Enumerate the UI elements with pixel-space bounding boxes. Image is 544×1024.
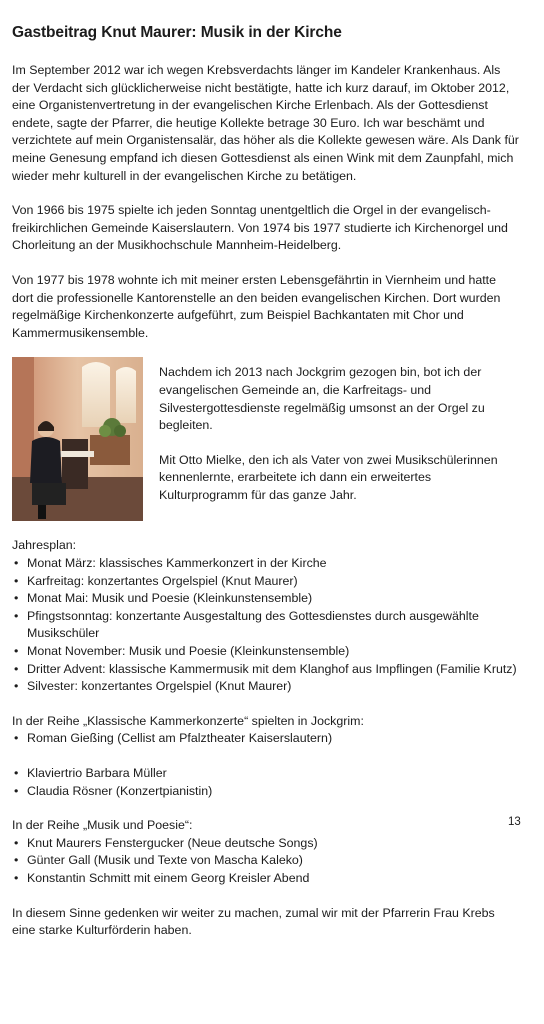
list-item: • Silvester: konzertantes Orgelspiel (Knut Maurer) [12,678,520,696]
paragraph-3: Von 1977 bis 1978 wohnte ich mit meiner ersten Lebensgefährtin in Viernheim und hatte dort die professionelle Kantorenstelle an den beiden evangelischen Kirchen. Dort wurden regelmäßige Kirchenkonzerte aufgeführt, zum Beispiel Bachkantaten mit Chor und Kammermusikensemble. [12,272,501,340]
list-item: • Karfreitag: konzertantes Orgelspiel (Knut Maurer) [12,573,520,591]
organist-photo [12,357,143,521]
page-number: 13 [508,816,521,828]
list-item: • Klaviertrio Barbara Müller [12,765,520,783]
paragraph-1: Im September 2012 war ich wegen Krebsverdachts länger im Kandeler Krankenhaus. Als der Verdacht sich glücklicherweise nicht bestätigte, hatte ich kurz darauf, im Oktober 2012, eine Organistenvertretung in der evangelischen Kirche Erlenbach. Als der Gottesdienst endete, sagte der Pfarrer, die heutige Kollekte betrage 30 Euro. Ich war beschämt und verzichtete auf mein Organistensalär, das höher als die Kollekte gewesen wäre. Als Dank für meine Genesung empfand ich diesen Gottesdienst als einen Wink mit dem Zaunpfahl, mich wieder mehr kulturell in der evangelischen Kirche zu betätigen. [12,63,519,183]
kammerkonzerte-title: In der Reihe „Klassische Kammerkonzerte“ spielten in Jockgrim: [12,713,364,728]
kammerkonzerte-list-b [12,765,520,800]
kammerkonzerte-list-a [12,730,520,748]
photo-text [159,357,520,521]
article [12,24,520,940]
list-item: • Claudia Rösner (Konzertpianistin) [12,783,520,801]
paragraph-4: Nachdem ich 2013 nach Jockgrim gezogen bin, bot ich der evangelischen Gemeinde an, die Karfreitags- und Silvestergottesdienste regelmäßig umsonst an der Orgel zu begleiten. [159,365,485,433]
list-item: • Dritter Advent: klassische Kammermusik mit dem Klanghof aus Impflingen (Familie Krutz) [12,661,520,679]
list-item: • Knut Maurers Fenstergucker (Neue deutsche Songs) [12,835,520,853]
list-item: • Monat Mai: Musik und Poesie (Kleinkunstensemble) [12,590,520,608]
list-item: • Pfingstsonntag: konzertante Ausgestaltung des Gottesdienstes durch ausgewählte Musikschüler [12,608,520,643]
list-item: • Konstantin Schmitt mit einem Georg Kreisler Abend [12,870,520,888]
musik-poesie-list [12,835,520,888]
list-item: • Monat März: klassisches Kammerkonzert in der Kirche [12,555,520,573]
list-item: • Monat November: Musik und Poesie (Kleinkunstensemble) [12,643,520,661]
jahresplan-title: Jahresplan: [12,538,77,553]
list-item: • Roman Gießing (Cellist am Pfalztheater Kaiserslautern) [12,730,520,748]
musik-poesie-title: In der Reihe „Musik und Poesie“: [12,818,193,833]
organist-at-keyboard-image [12,357,143,521]
list-item: • Günter Gall (Musik und Texte von Mascha Kaleko) [12,852,520,870]
photo-section [12,357,520,521]
paragraph-5: Mit Otto Mielke, den ich als Vater von zwei Musikschülerinnen kennenlernte, erarbeitete ich dann ein erweitertes Kulturprogramm für das ganze Jahr. [159,452,498,502]
article-title: Gastbeitrag Knut Maurer: Musik in der Kirche [12,24,342,41]
jahresplan-list [12,555,520,696]
closing-paragraph: In diesem Sinne gedenken wir weiter zu machen, zumal wir mit der Pfarrerin Frau Krebs eine starke Kulturförderin haben. [12,905,495,938]
paragraph-2: Von 1966 bis 1975 spielte ich jeden Sonntag unentgeltlich die Orgel in der evangelisch-freikirchlichen Gemeinde Kaiserslautern. Von 1974 bis 1977 studierte ich Kirchenorgel und Chorleitung an der Musikhochschule Mannheim-Heidelberg. [12,203,508,253]
